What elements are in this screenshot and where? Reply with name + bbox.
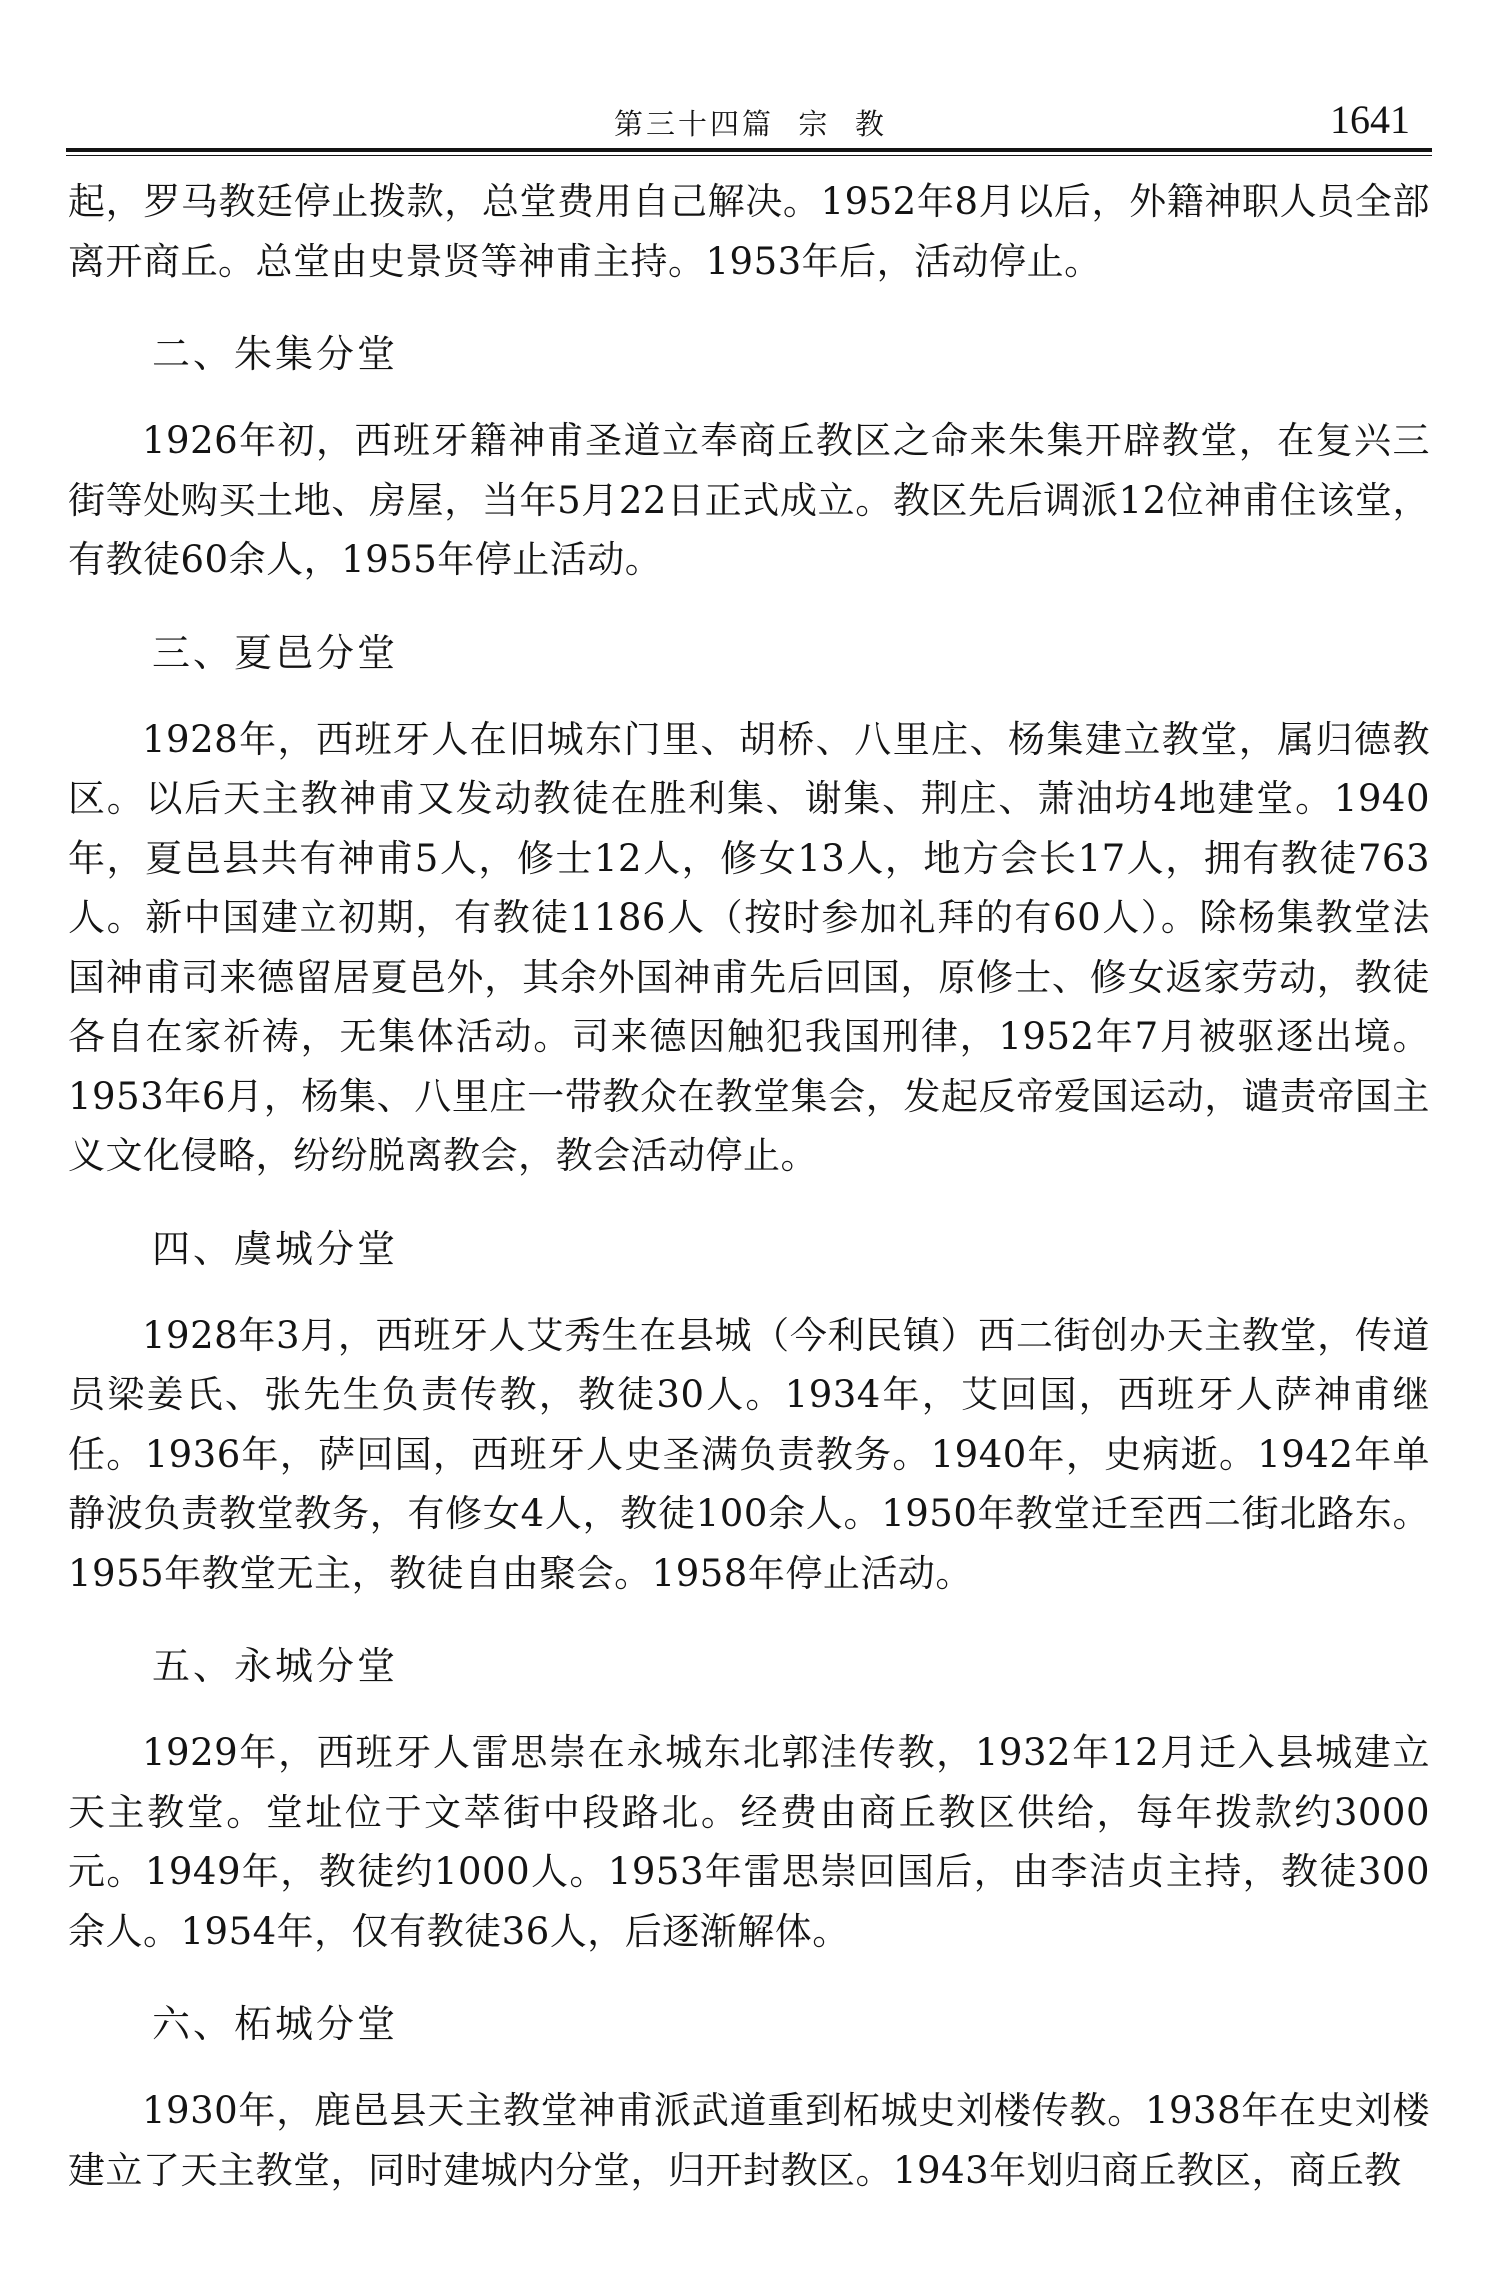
paragraph-zhuji: 1926年初，西班牙籍神甫圣道立奉商丘教区之命来朱集开辟教堂，在复兴三街等处购买土地、房屋，当年5月22日正式成立。教区先后调派12位神甫住该堂，有教徒60余人，1955年停止活动。	[68, 419, 1430, 581]
running-head	[66, 86, 1432, 146]
chapter-title: 第三十四篇 宗 教	[614, 107, 887, 141]
header-rule-thin	[66, 155, 1432, 156]
section-heading-yongcheng: 五、永城分堂	[152, 1644, 399, 1688]
page-number: 1641	[1330, 97, 1410, 142]
paragraph-zhecheng: 1930年，鹿邑县天主教堂神甫派武道重到柘城史刘楼传教。1938年在史刘楼建立了天主教堂，同时建城内分堂，归开封教区。1943年划归商丘教区，商丘教	[68, 2089, 1430, 2192]
body-text	[68, 172, 1430, 2200]
section-heading-zhuji: 二、朱集分堂	[152, 332, 399, 376]
section-heading-yucheng: 四、虞城分堂	[152, 1226, 399, 1271]
paragraph-continued: 起，罗马教廷停止拨款，总堂费用自己解决。1952年8月以后，外籍神职人员全部离开商丘。总堂由史景贤等神甫主持。1953年后，活动停止。	[68, 180, 1430, 283]
paragraph-yucheng: 1928年3月，西班牙人艾秀生在县城（今利民镇）西二街创办天主教堂，传道员梁姜氏、张先生负责传教，教徒30人。1934年，艾回国，西班牙人萨神甫继任。1936年，萨回国，西班牙人史圣满负责教务。1940年，史病逝。1942年单静波负责教堂教务，有修女4人，教徒100余人。1950年教堂迁至西二街北路东。1955年教堂无主，教徒自由聚会。1958年停止活动。	[68, 1313, 1430, 1595]
paragraph-yongcheng: 1929年，西班牙人雷思崇在永城东北郭洼传教，1932年12月迁入县城建立天主教堂。堂址位于文萃街中段路北。经费由商丘教区供给，每年拨款约3000元。1949年，教徒约1000人。1953年雷思崇回国后，由李洁贞主持，教徒300余人。1954年，仅有教徒36人，后逐渐解体。	[68, 1731, 1430, 1953]
section-heading-xiayi: 三、夏邑分堂	[152, 630, 399, 675]
section-heading-zhecheng: 六、柘城分堂	[152, 2002, 399, 2046]
header-rule-thick	[66, 148, 1432, 152]
paragraph-xiayi: 1928年，西班牙人在旧城东门里、胡桥、八里庄、杨集建立教堂，属归德教区。以后天主教神甫又发动教徒在胜利集、谢集、荆庄、萧油坊4地建堂。1940年，夏邑县共有神甫5人，修士12人，修女13人，地方会长17人，拥有教徒763人。新中国建立初期，有教徒1186人（按时参加礼拜的有60人）。除杨集教堂法国神甫司来德留居夏邑外，其余外国神甫先后回国，原修士、修女返家劳动，教徒各自在家祈祷，无集体活动。司来德因触犯我国刑律，1952年7月被驱逐出境。1953年6月，杨集、八里庄一带教众在教堂集会，发起反帝爱国运动，谴责帝国主义文化侵略，纷纷脱离教会，教会活动停止。	[68, 717, 1430, 1177]
